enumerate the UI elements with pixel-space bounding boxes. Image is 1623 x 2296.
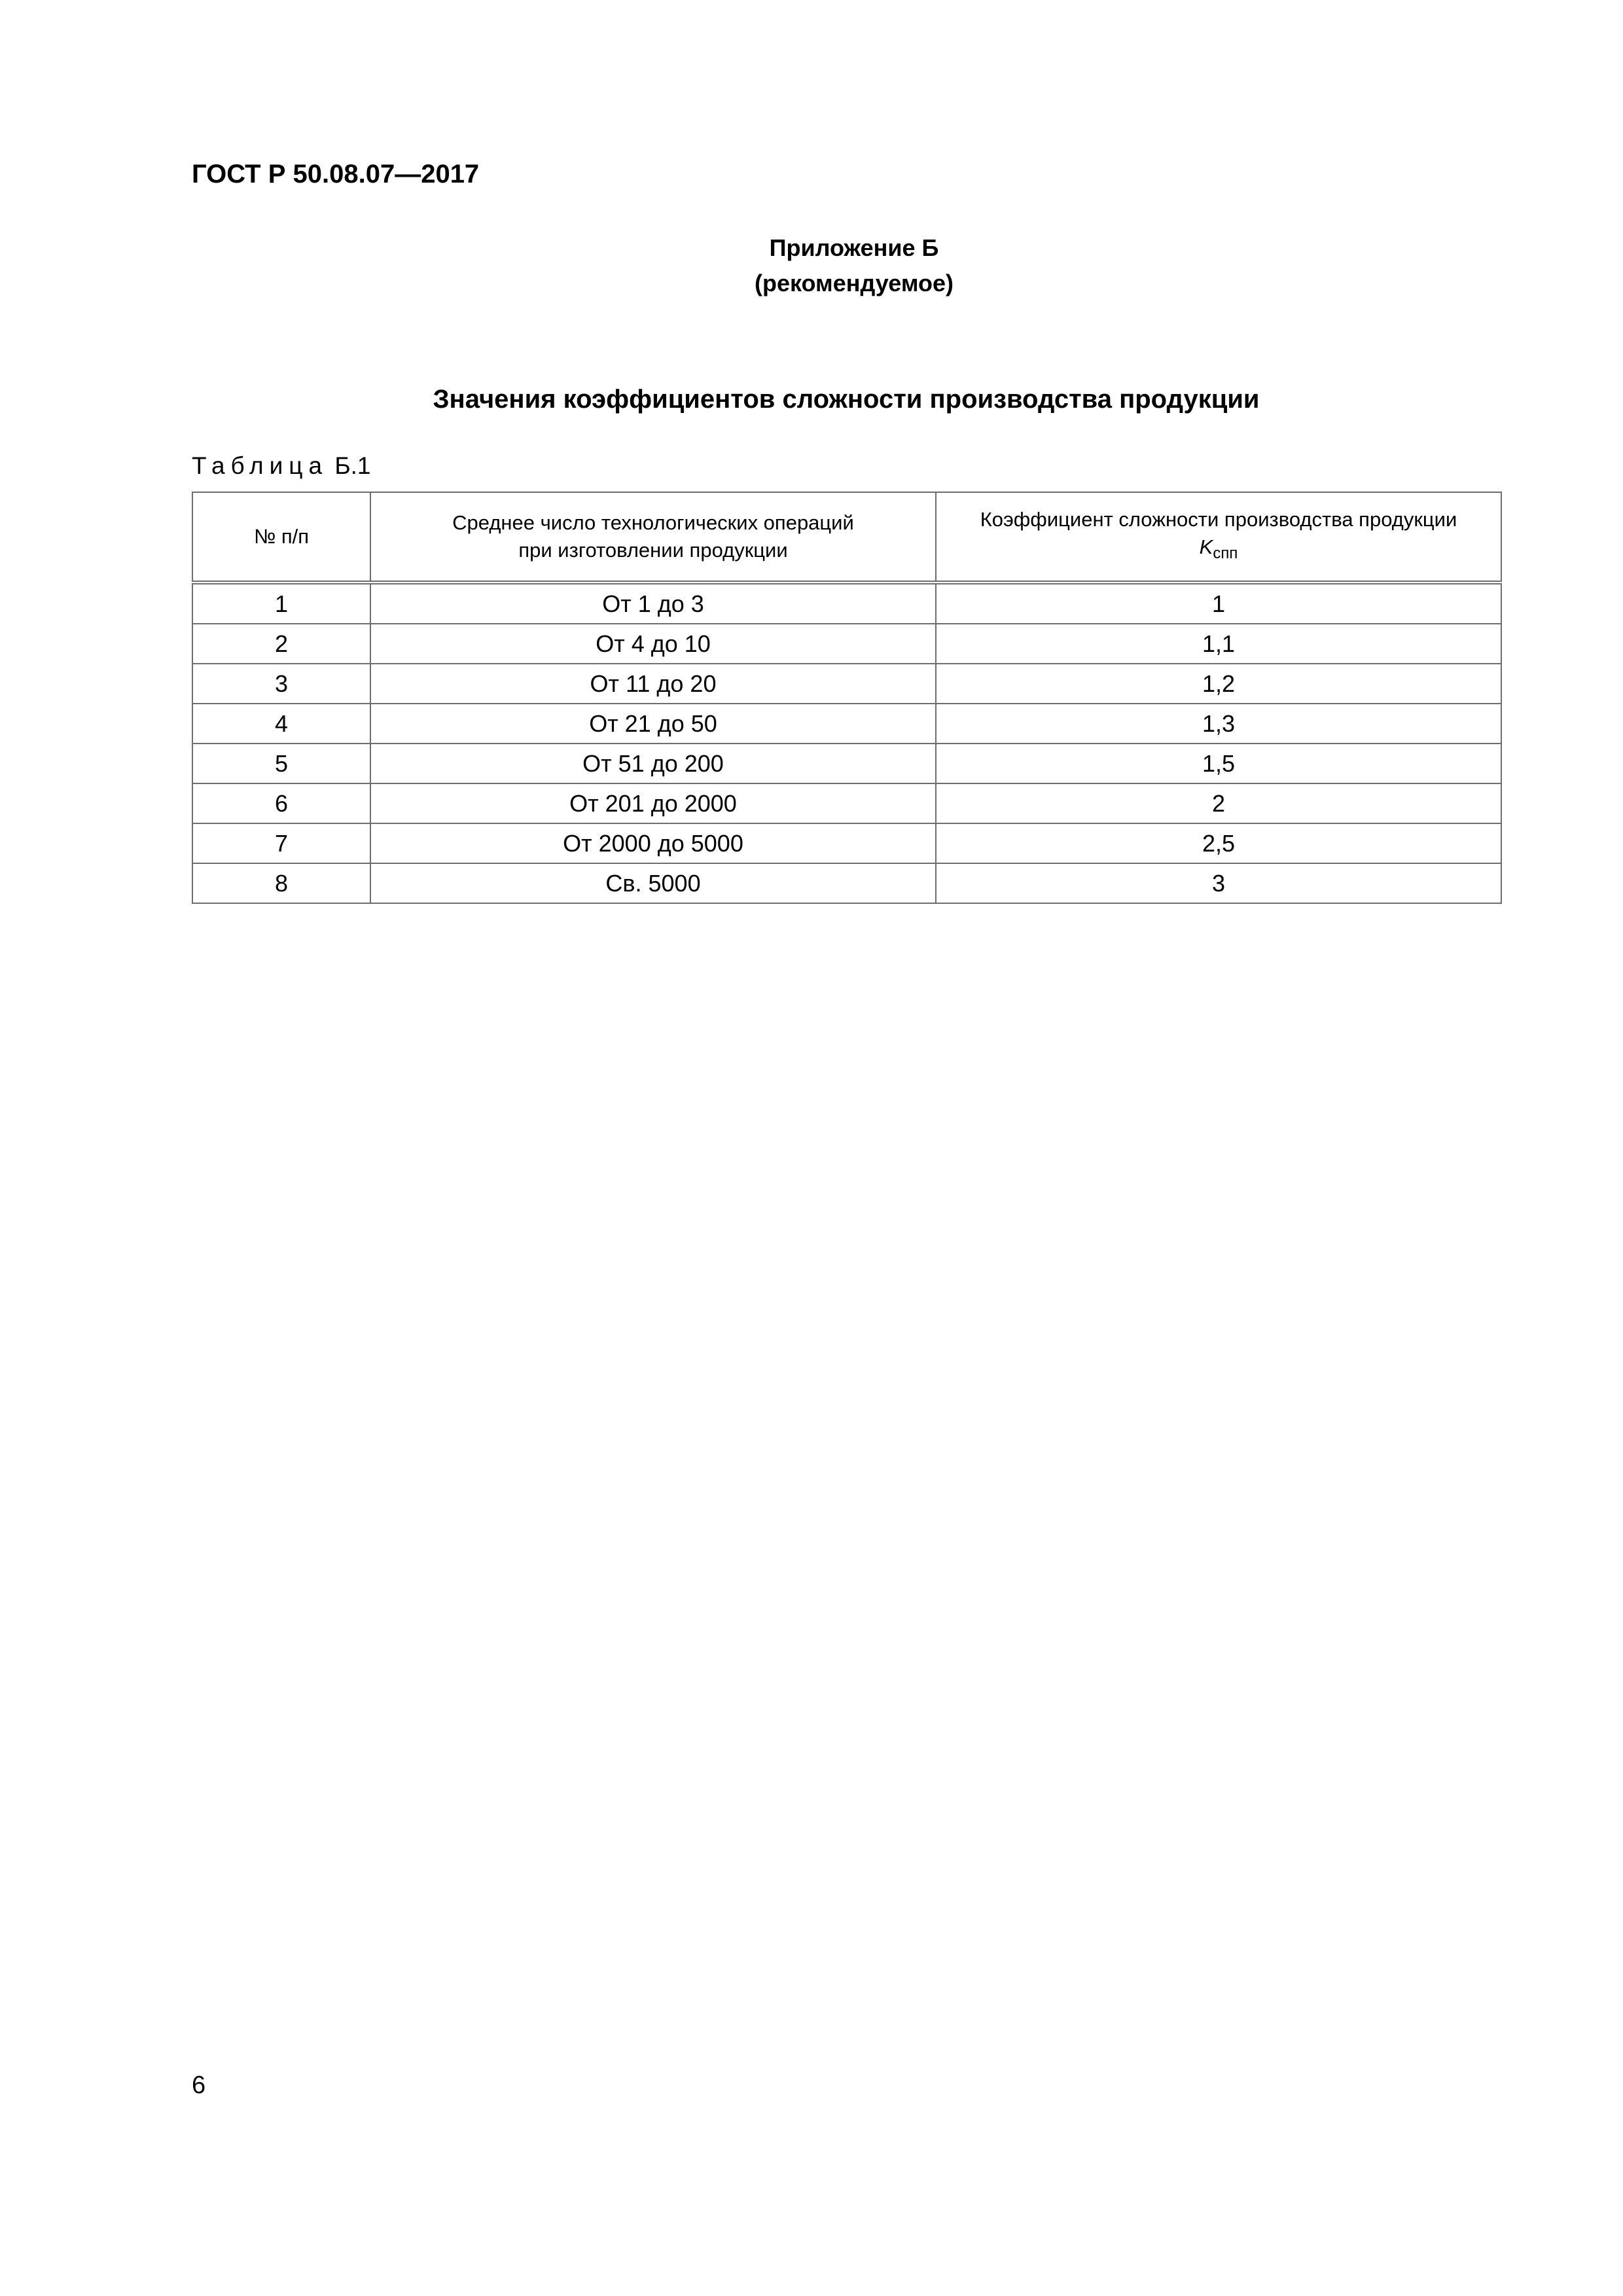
section-title: Значения коэффициентов сложности производства продукции <box>433 385 1260 414</box>
cell-number: 5 <box>192 744 370 783</box>
table-row <box>192 744 1501 783</box>
coefficient-symbol-subscript: спп <box>1213 545 1238 562</box>
table-caption-word: Таблица <box>192 452 329 479</box>
table-caption <box>192 452 371 480</box>
cell-coefficient: 1,1 <box>936 624 1501 664</box>
coefficient-symbol <box>936 533 1501 567</box>
cell-operations: Св. 5000 <box>370 863 936 903</box>
table-row <box>192 704 1501 744</box>
cell-coefficient: 3 <box>936 863 1501 903</box>
cell-coefficient: 1,2 <box>936 664 1501 704</box>
appendix-status: (рекомендуемое) <box>755 270 954 296</box>
cell-operations: От 51 до 200 <box>370 744 936 783</box>
table-row <box>192 583 1501 624</box>
cell-operations: От 21 до 50 <box>370 704 936 744</box>
table-header-row <box>192 492 1501 583</box>
cell-number: 1 <box>192 583 370 624</box>
appendix-title: Приложение Б <box>769 234 939 261</box>
table-row <box>192 783 1501 823</box>
coefficients-table <box>192 492 1502 904</box>
table-row <box>192 863 1501 903</box>
column-header-number <box>192 492 370 583</box>
appendix-heading <box>0 230 1623 301</box>
cell-coefficient: 1,5 <box>936 744 1501 783</box>
cell-number: 8 <box>192 863 370 903</box>
cell-number: 3 <box>192 664 370 704</box>
column-header-operations <box>370 492 936 583</box>
table-caption-number: Б.1 <box>334 452 371 479</box>
cell-number: 2 <box>192 624 370 664</box>
cell-coefficient: 1,3 <box>936 704 1501 744</box>
column-header-operations-line2: при изготовлении продукции <box>518 539 788 562</box>
cell-operations: От 4 до 10 <box>370 624 936 664</box>
cell-operations: От 201 до 2000 <box>370 783 936 823</box>
table-row <box>192 823 1501 863</box>
cell-number: 6 <box>192 783 370 823</box>
column-header-coefficient-line1: Коэффициент сложности производства продукции <box>980 508 1457 531</box>
document-code: ГОСТ Р 50.08.07—2017 <box>192 160 480 188</box>
page-number: 6 <box>192 2072 206 2099</box>
cell-operations: От 2000 до 5000 <box>370 823 936 863</box>
cell-operations: От 1 до 3 <box>370 583 936 624</box>
column-header-operations-line1: Среднее число технологических операций <box>452 511 854 534</box>
table-row <box>192 624 1501 664</box>
coefficient-symbol-letter: K <box>1199 535 1213 558</box>
column-header-coefficient <box>936 492 1501 583</box>
cell-coefficient: 2 <box>936 783 1501 823</box>
table-row <box>192 664 1501 704</box>
cell-number: 4 <box>192 704 370 744</box>
cell-number: 7 <box>192 823 370 863</box>
cell-coefficient: 2,5 <box>936 823 1501 863</box>
cell-operations: От 11 до 20 <box>370 664 936 704</box>
column-header-number-label: № п/п <box>253 525 310 548</box>
cell-coefficient: 1 <box>936 583 1501 624</box>
